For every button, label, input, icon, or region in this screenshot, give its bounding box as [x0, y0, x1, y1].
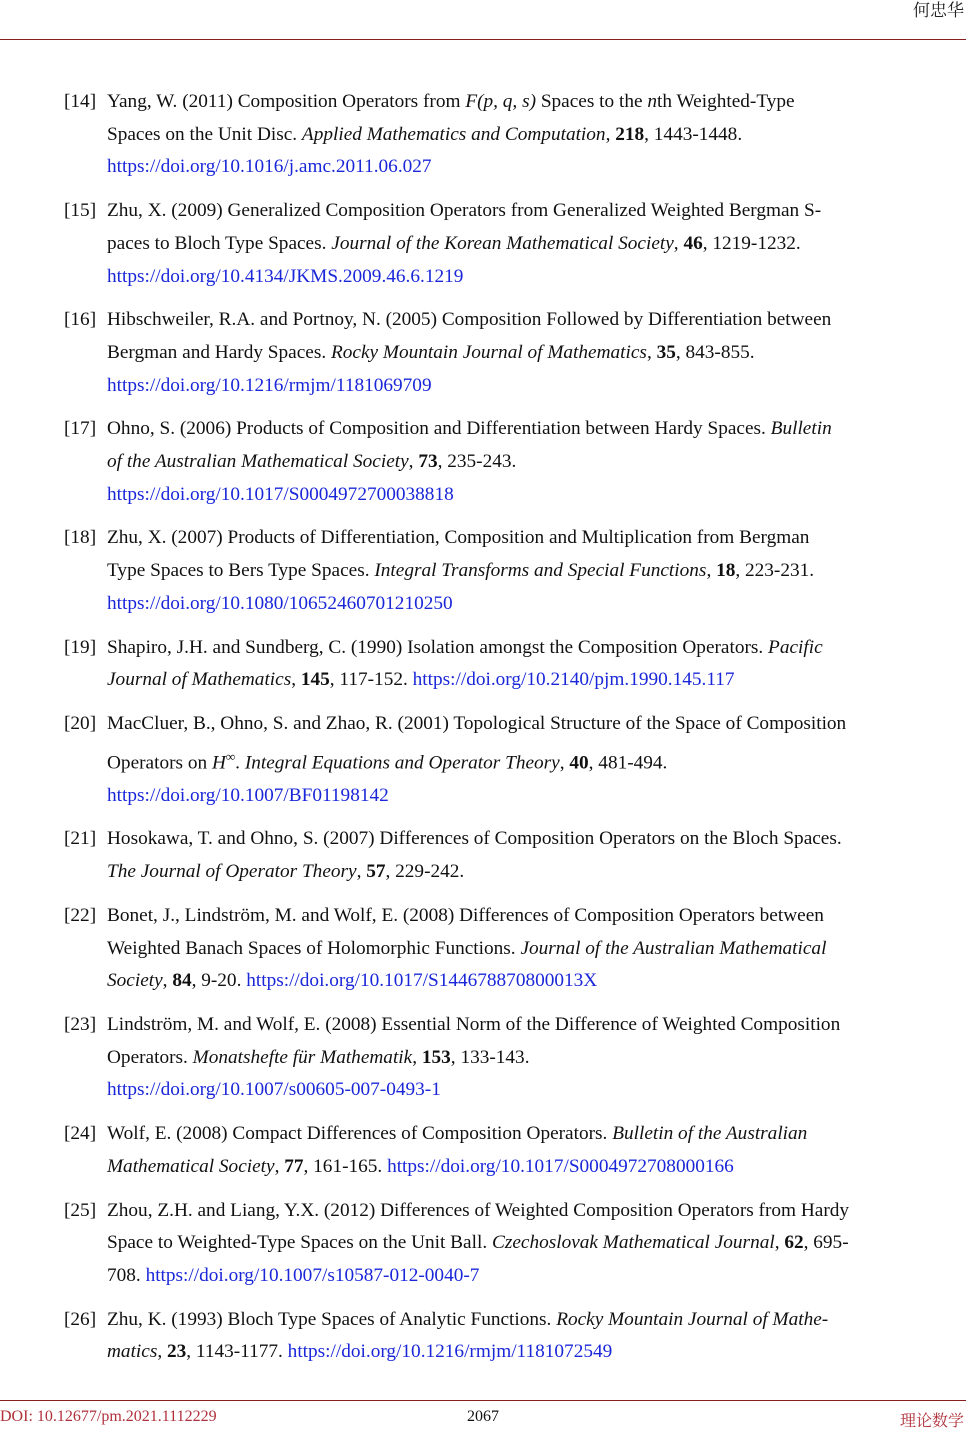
volume-number: 57: [366, 861, 386, 883]
reference-text: , 235-243.: [437, 451, 517, 473]
reference-number: [25]: [64, 1199, 97, 1221]
reference-line: [107, 304, 964, 337]
reference-number: [20]: [64, 712, 97, 734]
superscript-text: ∞: [225, 748, 236, 764]
reference-item: [64, 1118, 964, 1183]
volume-number: 23: [166, 1341, 187, 1363]
reference-line: [107, 119, 964, 152]
reference-number: [21]: [64, 828, 97, 850]
reference-line: [107, 522, 964, 555]
reference-line: [107, 1151, 964, 1184]
doi-link[interactable]: https://doi.org/10.1017/S0004972708000166: [387, 1155, 734, 1177]
reference-text: Bonet, J., Lindström, M. and Wolf, E. (2008) Differences of Composition Operators between: [107, 904, 824, 926]
journal-title: Rocky Mountain Journal of Mathematics: [331, 341, 647, 363]
reference-text: Type Spaces to Bers Type Spaces.: [107, 560, 375, 582]
reference-line: [107, 370, 964, 403]
journal-title: The Journal of Operator Theory: [107, 861, 357, 883]
reference-line: [107, 823, 964, 856]
reference-text: , 161-165.: [303, 1155, 388, 1177]
journal-title: Monatshefte für Mathematik: [192, 1046, 413, 1068]
reference-text: ,: [157, 1341, 167, 1363]
page-number: 2067: [467, 1408, 499, 1425]
reference-text: Zhu, X. (2009) Generalized Composition Operators from Generalized Weighted Bergman S-: [107, 200, 822, 222]
reference-number: [17]: [64, 418, 97, 440]
doi-link[interactable]: https://doi.org/10.1007/s00605-007-0493-1: [107, 1079, 441, 1101]
reference-item: [64, 195, 964, 293]
journal-title: H: [211, 752, 226, 774]
journal-title: Pacific: [768, 636, 823, 658]
reference-text: Zhu, K. (1993) Bloch Type Spaces of Analytic Functions.: [107, 1308, 557, 1330]
doi-link[interactable]: https://doi.org/10.1216/rmjm/1181069709: [107, 374, 432, 396]
journal-title: Mathematical Society: [107, 1155, 275, 1177]
reference-text: Ohno, S. (2006) Products of Composition and Differentiation between Hardy Spaces.: [107, 418, 771, 440]
journal-title: Bulletin: [770, 418, 832, 440]
volume-number: 46: [683, 232, 703, 254]
reference-text: ,: [605, 123, 616, 145]
volume-number: 62: [784, 1232, 804, 1254]
reference-line: [107, 1195, 964, 1228]
reference-text: ,: [412, 1046, 422, 1068]
reference-line: [107, 1074, 964, 1107]
reference-number: [16]: [64, 309, 97, 331]
reference-text: Space to Weighted-Type Spaces on the Unit Ball.: [107, 1232, 492, 1254]
doi-link[interactable]: https://doi.org/10.2140/pjm.1990.145.117: [412, 669, 735, 691]
reference-text: Zhu, X. (2007) Products of Differentiation, Composition and Multiplication from Bergman: [107, 527, 810, 549]
reference-text: Spaces to the: [536, 91, 648, 112]
doi-link[interactable]: https://doi.org/10.1216/rmjm/1181072549: [287, 1341, 613, 1363]
reference-text: Operators on: [107, 752, 212, 774]
reference-item: [64, 413, 964, 511]
reference-line: [107, 900, 964, 933]
reference-line: [107, 413, 964, 446]
reference-item: [64, 1009, 964, 1107]
reference-text: Shapiro, J.H. and Sundberg, C. (1990) Isolation amongst the Composition Operators.: [107, 636, 769, 658]
reference-text: MacCluer, B., Ohno, S. and Zhao, R. (2001) Topological Structure of the Space of Composition: [107, 712, 847, 734]
reference-text: paces to Bloch Type Spaces.: [107, 232, 332, 254]
reference-text: ,: [774, 1232, 785, 1254]
reference-text: ,: [559, 752, 570, 774]
volume-number: 35: [656, 341, 676, 363]
reference-item: [64, 86, 964, 184]
reference-text: ,: [162, 970, 173, 992]
footer-journal-name: 理论数学: [899, 1413, 964, 1430]
footer-doi: DOI: 10.12677/pm.2021.1112229: [0, 1408, 217, 1425]
reference-line: [107, 588, 964, 621]
journal-title: Czechoslovak Mathematical Journal: [491, 1232, 775, 1254]
doi-link[interactable]: https://doi.org/10.1007/s10587-012-0040-7: [145, 1264, 480, 1286]
volume-number: 145: [300, 669, 330, 691]
reference-text: Wolf, E. (2008) Compact Differences of Composition Operators.: [107, 1123, 613, 1145]
doi-link[interactable]: https://doi.org/10.1017/S144678870800013X: [246, 970, 598, 992]
reference-line: [107, 1260, 964, 1293]
volume-number: 218: [615, 123, 645, 145]
doi-link[interactable]: https://doi.org/10.4134/JKMS.2009.46.6.1219: [107, 265, 464, 287]
reference-number: [15]: [64, 200, 97, 222]
reference-text: Operators.: [107, 1046, 193, 1068]
reference-item: [64, 632, 964, 697]
reference-line: [107, 933, 964, 966]
reference-text: th Weighted-Type: [657, 91, 795, 112]
reference-text: ,: [706, 560, 717, 582]
reference-line: [107, 195, 964, 228]
reference-text: , 695-: [803, 1232, 849, 1254]
journal-title: Journal of Mathematics: [107, 669, 292, 691]
reference-text: , 1443-1448.: [644, 123, 743, 145]
reference-text: .: [235, 752, 245, 774]
reference-text: Bergman and Hardy Spaces.: [107, 341, 331, 363]
journal-title: Journal of the Korean Mathematical Society: [331, 232, 674, 254]
reference-line: [107, 479, 964, 512]
reference-text: Weighted Banach Spaces of Holomorphic Functions.: [107, 937, 521, 959]
journal-title: Journal of the Australian Mathematical: [520, 937, 827, 959]
doi-link[interactable]: https://doi.org/10.1017/S0004972700038818: [107, 483, 454, 505]
reference-text: , 133-143.: [450, 1046, 530, 1068]
journal-title: Society: [107, 970, 163, 992]
journal-title: Applied Mathematics and Computation: [301, 123, 606, 145]
journal-title: Rocky Mountain Journal of Mathe-: [556, 1308, 829, 1330]
reference-line: [107, 856, 964, 889]
reference-line: [107, 780, 964, 813]
reference-number: [18]: [64, 527, 97, 549]
reference-item: [64, 304, 964, 402]
reference-list: [64, 86, 964, 1380]
reference-number: [26]: [64, 1308, 97, 1330]
reference-text: , 223-231.: [735, 560, 815, 582]
volume-number: 18: [716, 560, 736, 582]
footer-divider: [0, 1400, 966, 1401]
reference-text: Spaces on the Unit Disc.: [107, 123, 302, 145]
reference-text: , 1143-1177.: [186, 1341, 288, 1363]
reference-text: ,: [291, 669, 301, 691]
reference-line: [107, 1118, 964, 1151]
reference-line: [107, 632, 964, 665]
journal-title: Integral Equations and Operator Theory: [244, 752, 560, 774]
reference-text: 708.: [107, 1264, 146, 1286]
doi-link[interactable]: https://doi.org/10.1016/j.amc.2011.06.027: [107, 156, 432, 178]
reference-line: [107, 228, 964, 261]
reference-item: [64, 522, 964, 620]
page-footer: [0, 1408, 966, 1430]
reference-number: [14]: [64, 91, 97, 112]
reference-line: [107, 151, 964, 184]
reference-text: , 229-242.: [385, 861, 465, 883]
reference-line: [107, 1042, 964, 1075]
reference-line: [107, 261, 964, 294]
reference-line: [107, 741, 964, 780]
journal-title: matics: [107, 1341, 158, 1363]
reference-text: , 1219-1232.: [702, 232, 801, 254]
reference-text: Hosokawa, T. and Ohno, S. (2007) Differences of Composition Operators on the Bloch Spaces.: [107, 828, 842, 850]
reference-item: [64, 1304, 964, 1369]
reference-line: [107, 708, 964, 741]
journal-title: Integral Transforms and Special Functions: [374, 560, 707, 582]
doi-link[interactable]: https://doi.org/10.1007/BF01198142: [107, 784, 389, 806]
reference-text: ,: [408, 451, 419, 473]
reference-text: , 481-494.: [588, 752, 668, 774]
volume-number: 73: [418, 451, 438, 473]
volume-number: 77: [284, 1155, 304, 1177]
reference-text: , 117-152.: [329, 669, 413, 691]
reference-line: [107, 446, 964, 479]
reference-line: [107, 1009, 964, 1042]
reference-text: , 9-20.: [191, 970, 247, 992]
reference-line: [107, 86, 964, 119]
doi-link[interactable]: https://doi.org/10.1080/10652460701210250: [107, 592, 453, 614]
reference-line: [107, 1227, 964, 1260]
reference-line: [107, 1304, 964, 1337]
reference-number: [23]: [64, 1014, 97, 1035]
reference-number: [22]: [64, 904, 97, 926]
reference-number: [24]: [64, 1123, 97, 1145]
reference-text: , 843-855.: [675, 341, 755, 363]
reference-item: [64, 1195, 964, 1293]
reference-text: ,: [274, 1155, 285, 1177]
journal-title: F(p, q, s): [465, 91, 536, 112]
reference-text: Lindström, M. and Wolf, E. (2008) Essential Norm of the Difference of Weighted Composition: [107, 1014, 841, 1035]
volume-number: 40: [569, 752, 589, 774]
reference-text: Hibschweiler, R.A. and Portnoy, N. (2005) Composition Followed by Differentiation between: [107, 309, 832, 331]
reference-text: Yang, W. (2011) Composition Operators from: [107, 91, 466, 112]
reference-text: Zhou, Z.H. and Liang, Y.X. (2012) Differences of Weighted Composition Operators from Hardy: [107, 1199, 850, 1221]
reference-text: ,: [673, 232, 684, 254]
reference-text: ,: [356, 861, 367, 883]
reference-number: [19]: [64, 636, 97, 658]
reference-line: [107, 337, 964, 370]
journal-title: of the Australian Mathematical Society: [107, 451, 409, 473]
reference-item: [64, 708, 964, 813]
volume-number: 84: [172, 970, 192, 992]
reference-line: [107, 1336, 964, 1369]
journal-title: Bulletin of the Australian: [612, 1123, 808, 1145]
volume-number: 153: [421, 1046, 451, 1068]
reference-item: [64, 823, 964, 888]
reference-line: [107, 555, 964, 588]
journal-title: n: [647, 91, 658, 112]
reference-item: [64, 900, 964, 998]
running-head-author: 何忠华: [913, 1, 964, 21]
reference-text: ,: [646, 341, 657, 363]
reference-line: [107, 664, 964, 697]
reference-line: [107, 965, 964, 998]
header-divider: [0, 39, 966, 40]
